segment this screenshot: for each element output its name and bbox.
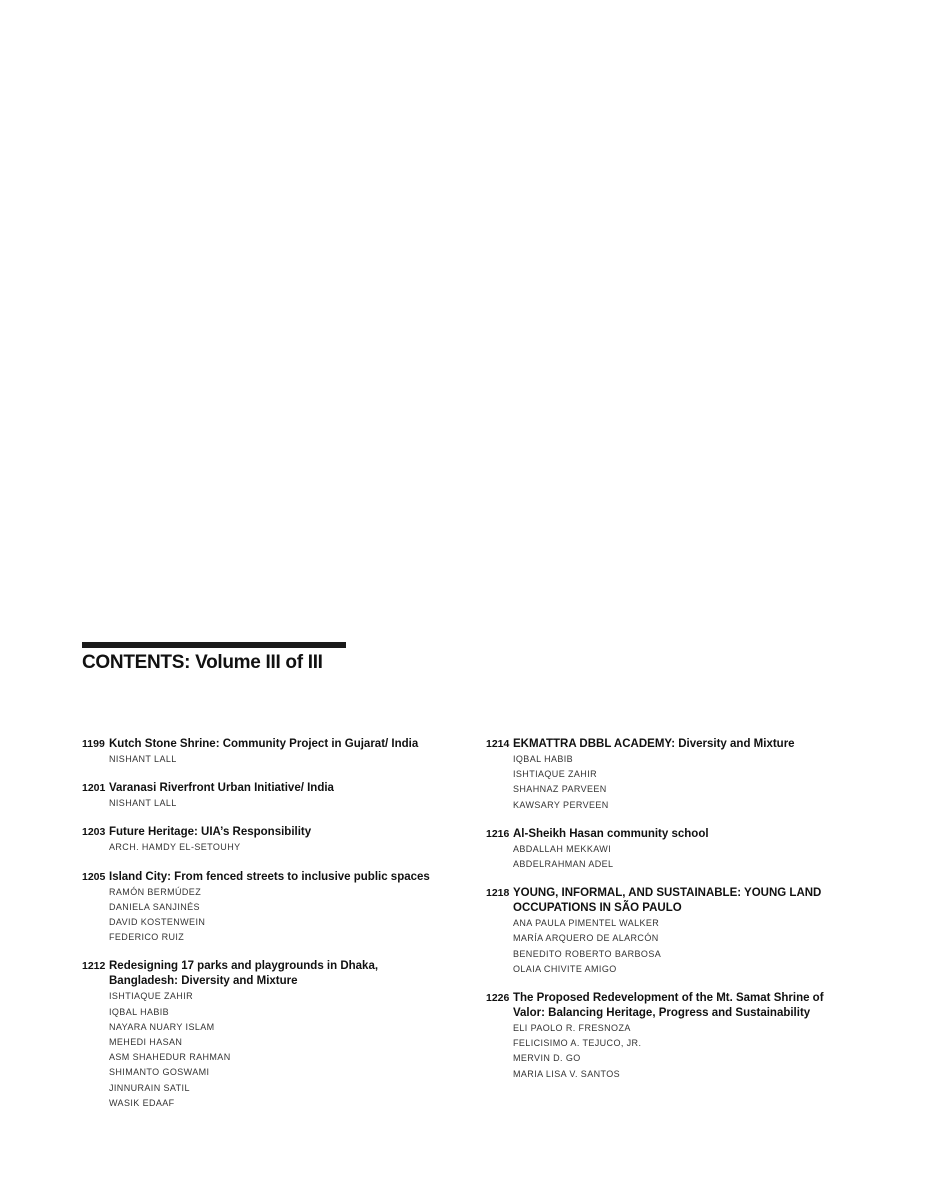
toc-author-list bbox=[82, 840, 452, 855]
toc-page-number: 1205 bbox=[82, 870, 106, 883]
toc-author-list bbox=[82, 752, 452, 767]
toc-author-list bbox=[82, 885, 452, 946]
toc-entry-title: Redesigning 17 parks and playgrounds in Dhaka, Bangladesh: Diversity and Mixture bbox=[109, 960, 379, 988]
toc-author-list bbox=[82, 796, 452, 811]
toc-entry-title: The Proposed Redevelopment of the Mt. Samat Shrine of Valor: Balancing Heritage, Progress and Sustainability bbox=[513, 992, 824, 1020]
toc-author-list bbox=[486, 842, 866, 872]
toc-entry[interactable] bbox=[486, 737, 866, 813]
toc-entry-title: Future Heritage: UIA’s Responsibility bbox=[109, 826, 312, 839]
toc-author: KAWSARY PERVEEN bbox=[513, 799, 609, 810]
toc-author: OLAIA CHIVITE AMIGO bbox=[513, 963, 617, 974]
toc-author: JINNURAIN SATIL bbox=[109, 1082, 190, 1093]
toc-author: NISHANT LALL bbox=[109, 754, 177, 764]
toc-author: IQBAL HABIB bbox=[513, 754, 574, 764]
toc-author: ASM SHAHEDUR RAHMAN bbox=[109, 1052, 231, 1063]
toc-author: ABDALLAH MEKKAWI bbox=[513, 843, 612, 854]
heading-rule-bar bbox=[82, 642, 346, 648]
toc-entry[interactable] bbox=[486, 991, 866, 1082]
toc-author: ANA PAULA PIMENTEL WALKER bbox=[513, 918, 660, 929]
toc-page-number: 1214 bbox=[486, 738, 510, 750]
toc-author: ISHTIAQUE ZAHIR bbox=[109, 991, 194, 1002]
toc-page-number: 1201 bbox=[82, 782, 106, 795]
toc-author: NISHANT LALL bbox=[109, 798, 177, 809]
toc-entry[interactable] bbox=[82, 959, 452, 1111]
toc-author: DANIELA SANJINÉS bbox=[109, 901, 200, 912]
toc-author-list bbox=[486, 1021, 866, 1082]
toc-entry[interactable] bbox=[82, 825, 452, 855]
toc-author: MERVIN D. GO bbox=[513, 1053, 581, 1064]
toc-author-list bbox=[486, 752, 866, 813]
toc-author: SHIMANTO GOSWAMI bbox=[109, 1067, 210, 1078]
toc-author: MARÍA ARQUERO DE ALARCÓN bbox=[513, 933, 659, 944]
toc-author: ABDELRAHMAN ADEL bbox=[513, 859, 614, 870]
toc-page-number: 1216 bbox=[486, 827, 510, 840]
toc-author: ISHTIAQUE ZAHIR bbox=[513, 769, 598, 780]
toc-author: FELICISIMO A. TEJUCO, JR. bbox=[513, 1038, 642, 1049]
toc-entry[interactable] bbox=[82, 870, 452, 946]
toc-entry-title: EKMATTRA DBBL ACADEMY: Diversity and Mixture bbox=[513, 738, 795, 750]
contents-column-right bbox=[486, 737, 866, 1082]
page-title: CONTENTS: Volume III of III bbox=[82, 652, 323, 673]
toc-author: BENEDITO ROBERTO BARBOSA bbox=[513, 948, 662, 959]
toc-entry-title: Island City: From fenced streets to inclusive public spaces bbox=[109, 870, 430, 883]
toc-author-list bbox=[486, 916, 866, 977]
toc-entry-title: Kutch Stone Shrine: Community Project in Gujarat/ India bbox=[109, 738, 419, 750]
toc-author: ARCH. HAMDY EL-SETOUHY bbox=[109, 842, 241, 853]
toc-author: MARIA LISA V. SANTOS bbox=[513, 1068, 621, 1079]
contents-column-left bbox=[82, 737, 452, 1111]
toc-author: IQBAL HABIB bbox=[109, 1006, 170, 1017]
toc-page-number: 1203 bbox=[82, 826, 106, 839]
toc-author: RAMÓN BERMÚDEZ bbox=[109, 886, 202, 897]
toc-page-number: 1212 bbox=[82, 960, 106, 973]
toc-author: MEHEDI HASAN bbox=[109, 1037, 183, 1048]
toc-entry[interactable] bbox=[486, 886, 866, 977]
toc-entry-title: Al-Sheikh Hasan community school bbox=[513, 827, 709, 840]
toc-entry[interactable] bbox=[82, 737, 452, 767]
toc-entry[interactable] bbox=[486, 827, 866, 872]
toc-author: FEDERICO RUIZ bbox=[109, 932, 185, 943]
toc-author: ELI PAOLO R. FRESNOZA bbox=[513, 1023, 631, 1034]
toc-entry[interactable] bbox=[82, 781, 452, 811]
toc-page-number: 1226 bbox=[486, 992, 510, 1005]
toc-author: NAYARA NUARY ISLAM bbox=[109, 1021, 215, 1032]
toc-author: WASIK EDAAF bbox=[109, 1097, 175, 1108]
toc-author: SHAHNAZ PARVEEN bbox=[513, 784, 607, 795]
toc-author: DAVID KOSTENWEIN bbox=[109, 917, 206, 928]
toc-entry-title: YOUNG, INFORMAL, AND SUSTAINABLE: YOUNG LAND OCCUPATIONS IN SÃO PAULO bbox=[513, 887, 822, 915]
toc-author-list bbox=[82, 989, 452, 1111]
toc-entry-title: Varanasi Riverfront Urban Initiative/ India bbox=[109, 782, 334, 795]
toc-page-number: 1218 bbox=[486, 887, 510, 900]
toc-page-number: 1199 bbox=[82, 738, 105, 750]
